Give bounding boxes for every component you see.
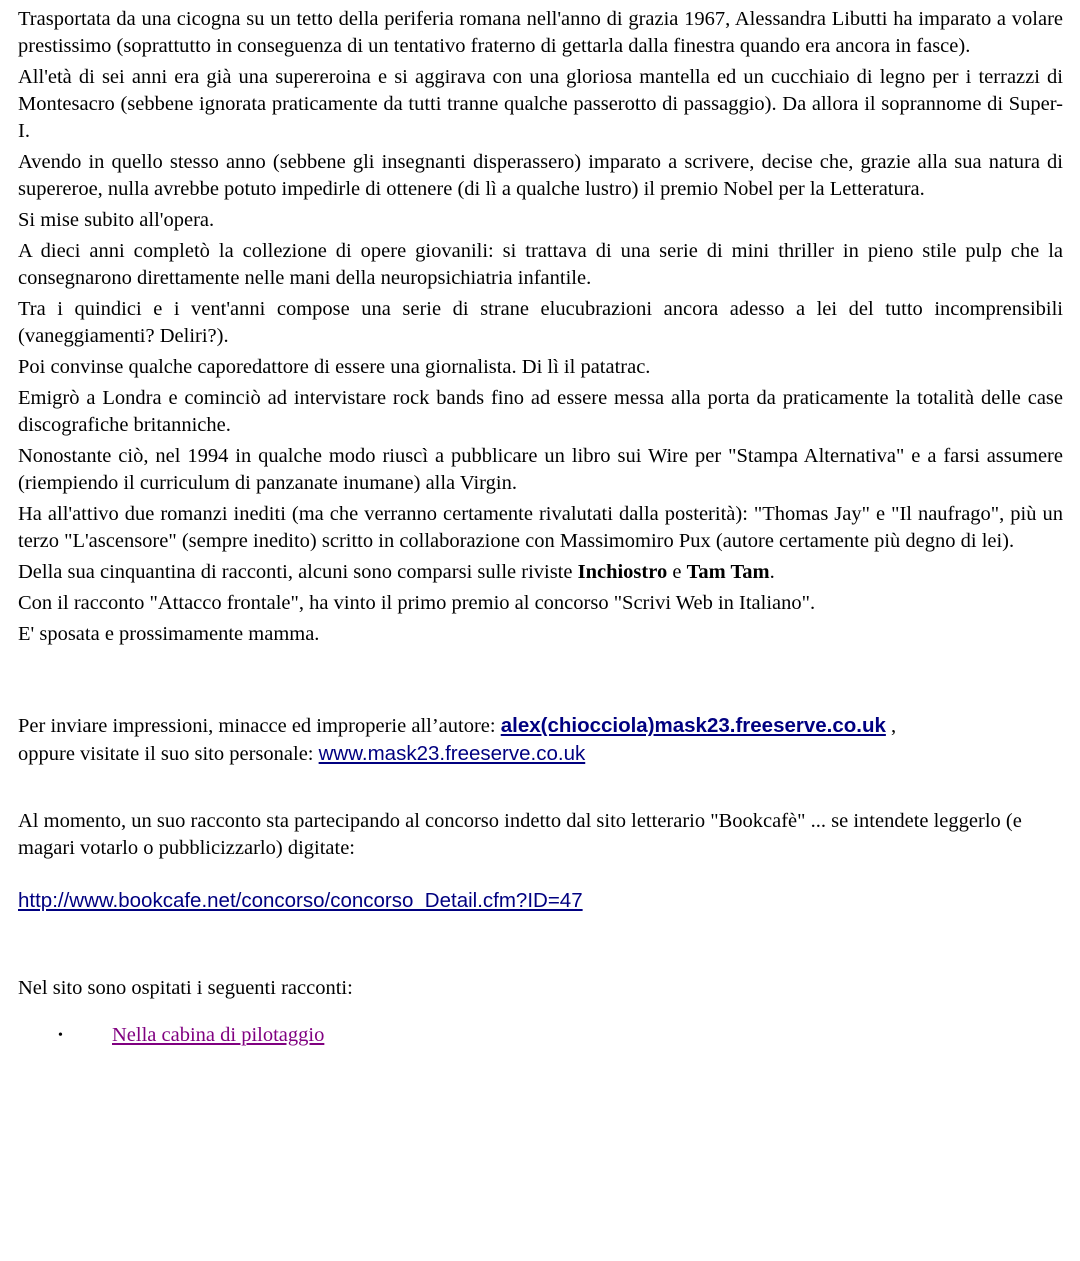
author-bio — [18, 6, 1063, 648]
bullet-icon: • — [58, 1028, 63, 1043]
contact-section — [18, 712, 1063, 768]
bio-paragraph: Tra i quindici e i vent'anni compose una serie di strane elucubrazioni ancora adesso a lei del tutto incomprensibili (vaneggiamenti? Deliri?). — [18, 298, 1063, 347]
magazine-tam-tam: Tam Tam — [686, 561, 770, 583]
bio-paragraph: Emigrò a Londra e cominciò ad intervistare rock bands fino ad essere messa alla porta da praticamente la totalità delle case discografiche britanniche. — [18, 387, 1063, 436]
contest-link[interactable]: http://www.bookcafe.net/concorso/concorso_Detail.cfm?ID=47 — [18, 889, 583, 912]
hosted-stories-section — [18, 975, 1063, 1049]
magazines-end: . — [769, 561, 775, 583]
stories-list — [18, 1022, 1063, 1049]
hosted-intro: Nel sito sono ospitati i seguenti racconti: — [18, 977, 353, 999]
bio-paragraph: Poi convinse qualche caporedattore di essere una giornalista. Di lì il patatrac. — [18, 356, 651, 378]
bio-paragraph: Nonostante ciò, nel 1994 in qualche modo riuscì a pubblicare un libro sui Wire per "Stampa Alternativa" e a farsi assumere (riempiendo il curriculum di panzanate inumane) alla Virgin. — [18, 445, 1063, 494]
bio-paragraph: Ha all'attivo due romanzi inediti (ma che verranno certamente rivalutati dalla posterità): "Thomas Jay" e "Il naufrago", più un terzo "L'ascensore" (sempre inedito) scritto in collaborazione con Massimomiro Pux (autore certamente più degno di lei). — [18, 503, 1063, 552]
bio-family-paragraph: E' sposata e prossimamente mamma. — [18, 623, 320, 645]
bio-paragraph: Trasportata da una cicogna su un tetto della periferia romana nell'anno di grazia 1967, Alessandra Libutti ha imparato a volare prestissimo (soprattutto in conseguenza di un tentativo fraterno di gettarla dalla finestra quando era ancora in fasce). — [18, 8, 1063, 57]
contest-url-line — [18, 887, 1063, 915]
personal-site-link[interactable]: www.mask23.freeserve.co.uk — [318, 742, 586, 765]
magazines-and: e — [667, 561, 687, 583]
contest-text: Al momento, un suo racconto sta partecipando al concorso indetto dal sito letterario "Bookcafè" ... se intendete leggerlo (e magari votarlo o pubblicizzarlo) digitate: — [18, 810, 1022, 859]
contact-intro: Per inviare impressioni, minacce ed improperie all’autore: — [18, 715, 501, 737]
bio-paragraph: A dieci anni completò la collezione di opere giovanili: si trattava di una serie di mini thriller in pieno stile pulp che la consegnarono direttamente nelle mani della neuropsichiatria infantile. — [18, 240, 1063, 289]
bio-magazines-paragraph — [18, 559, 1063, 586]
list-item — [18, 1022, 1063, 1049]
bio-paragraph: Avendo in quello stesso anno (sebbene gli insegnanti disperassero) imparato a scrivere, decise che, grazie alla sua natura di supereroe, nulla avrebbe potuto impedirle di ottenere (di lì a qualche lustro) il premio Nobel per la Letteratura. — [18, 151, 1063, 200]
magazine-inchiostro: Inchiostro — [577, 561, 668, 583]
story-link[interactable]: Nella cabina di pilotaggio — [112, 1024, 325, 1046]
site-intro: oppure visitate il suo sito personale: — [18, 743, 319, 765]
contact-separator: , — [885, 715, 897, 737]
bio-paragraph: All'età di sei anni era già una supereroina e si aggirava con una gloriosa mantella ed un cucchiaio di legno per i terrazzi di Montesacro (sebbene ignorata praticamente da tutti tranne qualche passerotto di passaggio). Da allora il soprannome di Super-I. — [18, 66, 1063, 142]
email-link[interactable]: alex(chiocciola)mask23.freeserve.co.uk — [500, 714, 886, 737]
contest-section — [18, 808, 1063, 915]
magazines-text: Della sua cinquantina di racconti, alcuni sono comparsi sulle riviste — [18, 561, 578, 583]
bio-paragraph: Si mise subito all'opera. — [18, 209, 215, 231]
contact-site-line — [18, 740, 1063, 768]
page-content — [18, 6, 1063, 1049]
contact-email-line — [18, 712, 1063, 740]
bio-award-paragraph: Con il racconto "Attacco frontale", ha vinto il primo premio al concorso "Scrivi Web in Italiano". — [18, 592, 816, 614]
